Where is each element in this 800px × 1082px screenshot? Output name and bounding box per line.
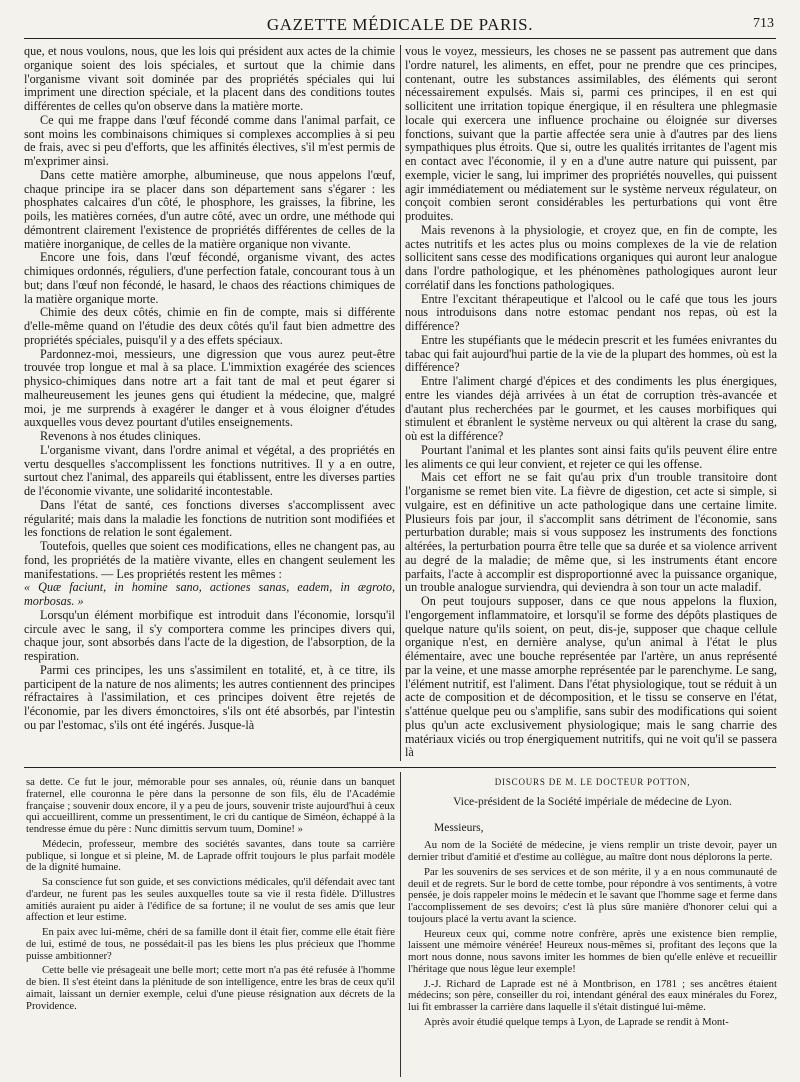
speech-subtitle: Vice-président de la Société impériale de médecine de Lyon. <box>453 795 732 808</box>
paragraph: Cette belle vie présageait une belle mort; cette mort n'a pas été refusée à l'homme de bien. Il s'est éteint dans la plénitude de son intelligence, entre les bras de ceux qu'il aimait, laissant un dernier exemple, celui d'une pieuse résignation aux décrets de la Providence. <box>26 964 395 1012</box>
section-divider <box>24 767 776 768</box>
paragraph: que, et nous voulons, nous, que les lois qui président aux actes de la chimie organique soient des lois spéciales, et surtout que la chimie dans l'organisme vivant soit dominée par des propriétés spéciales qui lui impriment une direction spéciale, et la placent dans des conditions toutes différentes de celles qu'on observe dans la matière morte. <box>24 45 395 113</box>
paragraph: Mais cet effort ne se fait qu'au prix d'un trouble transitoire dont l'organisme se remet bien vite. La fièvre de digestion, cet acte si simple, si vulgaire, est en définitive un acte pathologique dans une certaine limite. Plusieurs fois par jour, il s'accomplit sans détriment de l'économie, sans perturbation durable; mais si vous supposez les instruments des fonctions altérées, la perturbation pourra être telle que sa durée et sa violence arrivent au degré de la maladie; de même que, si les instruments étant encore parfaits, l'acte à accomplir est disproportionné avec la puissance organique, un trouble analogue surviendra, qui deviendra à son tour un acte maladif. <box>405 470 777 595</box>
paragraph: Mais revenons à la physiologie, et croyez que, en fin de compte, les actes nutritifs et les actes plus ou moins complexes de la vie de relation sollicitent sans cesse des modifications organiques qui auront leur analogue dans l'ordre pathologique, et les phénomènes pathologiques auront leur corrélatif dans les fonctions pathologiques. <box>405 222 777 292</box>
paragraph: sa dette. Ce fut le jour, mémorable pour ses annales, où, réunie dans un banquet fraternel, elle couronna le père dans la personne de son fils, élu de l'Académie française ; souvenir doux encore, il y a peu de jours, souvenir triste aujourd'hui à ceux qui accueillirent, comme un pressentiment, le cri du cantique de Siméon, échappé à la tendresse émue du père : Nunc dimittis servum tuum, Domine! » <box>26 777 395 835</box>
paragraph: On peut toujours supposer, dans ce que nous appelons la fluxion, l'engorgement inflammatoire, et lorsqu'il se forme des dépôts plastiques de quelque nature qu'ils soient, on peut, dis-je, supposer que chaque cellule organique n'est, en dernière analyse, qu'un animal à l'état le plus élémentaire, avec une bouche représentée par l'artère, un anus représenté par la veine, et une masse amorphe représentée par le parenchyme. Le sang, l'élément nutritif, est l'aliment. Dans l'état physiologique, tout se réduit à un acte de composition et de décomposition, et le tissu se conserve en l'état, s'atténue quelque peu ou s'amplifie, sans subir des modifications qui soient plus qu'un acte exclusivement physiologique; mais le sang charrie des matériaux viciés ou trop énergiquement nutritifs, qui ne voit qu'il se passera là <box>405 594 777 760</box>
paragraph: Encore une fois, dans l'œuf fécondé, organisme vivant, des actes chimiques ordonnés, réguliers, d'une perfection fatale, concourant tous à un but; dans l'œuf non fécondé, le hasard, le chaos des réactions chimiques de la matière organique morte. <box>24 250 395 306</box>
paragraph: Ce qui me frappe dans l'œuf fécondé comme dans l'animal parfait, ce sont moins les combinaisons chimiques si complexes accomplies à si peu de frais, avec si peu d'efforts, que les affinités électives, s'il m'est permis de m'exprimer ainsi. <box>24 112 395 168</box>
paragraph: Au nom de la Société de médecine, je viens remplir un triste devoir, payer un dernier tribut d'amitié et d'estime au collègue, au maître dont nous déplorons la perte. <box>408 839 777 863</box>
paragraph: Médecin, professeur, membre des sociétés savantes, dans toute sa carrière publique, si longue et si pleine, M. de Laprade offrit toujours le plus parfait modèle de la dignité humaine. <box>26 837 395 874</box>
top-right-column <box>405 45 777 763</box>
paragraph: Entre l'excitant thérapeutique et l'alcool ou le café que tous les jours nous introduisons dans notre estomac pendant nos repas, où est la différence? <box>405 291 777 333</box>
paragraph: Sa conscience fut son guide, et ses convictions médicales, qu'il défendait avec tant d'ardeur, ne furent pas les seules auxquelles toute sa vie il resta fidèle. D'illustres amitiés auraient pu aider à l'édifice de sa fortune; il ne voulut de ses amis que leur affection et leur estime. <box>26 876 395 924</box>
paragraph: Toutefois, quelles que soient ces modifications, elles ne changent pas, au fond, les propriétés de la matière vivante, elles en changent seulement les manifestations. — Les propriétés restent les mêmes : <box>24 539 395 581</box>
paragraph: Dans cette matière amorphe, albumineuse, que nous appelons l'œuf, chaque principe ira se placer dans son département sans s'égarer : les phosphates calcaires d'un côté, le phosphore, les graisses, la fibrine, les poils, les matières cornées, d'un autre côté, avec un ordre, une méthode qui démontrent clairement l'existence de propriétés différentes de celles de la matière inorganique, de celles de la matière organique non vivante. <box>24 167 395 251</box>
journal-title: GAZETTE MÉDICALE DE PARIS. <box>266 15 534 34</box>
paragraph: Après avoir étudié quelque temps à Lyon, de Laprade se rendit à Mont- <box>424 1015 729 1028</box>
paragraph: Entre les stupéfiants que le médecin prescrit et les fumées enivrantes du tabac qui fait aujourd'hui partie de la vie de la plupart des hommes, où est la différence? <box>405 332 777 375</box>
paragraph: Chimie des deux côtés, chimie en fin de compte, mais si différente d'elle-même quand on l'étudie des deux côtés qu'il faut bien admettre des propriétés spéciales, puisqu'il y a des effets spéciaux. <box>24 305 395 347</box>
column-divider <box>400 772 401 1077</box>
page-number: 713 <box>753 16 774 31</box>
column-divider <box>400 45 401 761</box>
paragraph: Heureux ceux qui, comme notre confrère, après une existence bien remplie, laissent une mémoire vénérée! Heureux nous-mêmes si, profitant des leçons que la mort nous donne, nous savons imiter les hommes de bien qu'elle enlève et recueillir l'héritage que nous lègue leur exemple! <box>408 927 777 975</box>
paragraph: Dans l'état de santé, ces fonctions diverses s'accomplissent avec régularité; mais dans la maladie les fonctions de nutrition sont modifiées et les fonctions de relation le sont également. <box>24 497 395 540</box>
paragraph: Pourtant l'animal et les plantes sont ainsi faits qu'ils peuvent élire entre les aliments ce qui leur convient, et rejeter ce qui les offense. <box>405 442 777 471</box>
paragraph: En paix avec lui-même, chéri de sa famille dont il était fier, comme elle était fière de lui, estimé de tous, ne possédait-il pas les biens les plus précieux que l'homme puisse ambitionner? <box>26 926 395 962</box>
paragraph: Revenons à nos études cliniques. <box>40 429 201 443</box>
top-left-column <box>24 45 395 763</box>
page-header <box>24 8 776 39</box>
paragraph: Pardonnez-moi, messieurs, une digression que vous aurez peut-être trouvée trop longue et mal à sa place. L'immixtion exagérée des sciences physico-chimiques dans notre art a fait tant de mal et peut égarer si malheureusement les jeunes gens qui étudient la médecine, que, malgré moi, je me surprends à exagérer le danger et à vous éloigner d'études auxquelles vous devez pourtant d'utiles enseignements. <box>24 346 395 430</box>
bottom-left-column <box>26 777 395 1080</box>
bottom-right-column <box>408 777 777 1080</box>
salutation: Messieurs, <box>434 821 484 834</box>
speech-title: DISCOURS DE M. LE DOCTEUR POTTON, <box>494 777 691 787</box>
paragraph: vous le voyez, messieurs, les choses ne se passent pas autrement que dans l'ordre naturel, les aliments, en effet, pour ne prendre que ces principes, contenant, outre les substances assimilables, des éléments qui seront nécessairement expulsés. Mais si, parmi ces principes, il en est qui sollicitent une irritation topique énergique, il en résultera une phlegmasie locale qui exercera une influence prochaine ou éloignée sur diverses fonctions, suivant que la partie affectée sera unie à d'autres par des liens sympathiques plus étroits. Que si, outre les qualités irritantes de l'agent mis en contact avec l'économie, il y en a d'une autre nature qui puissent, par exemple, vicier le sang, lui imprimer des propriétés nouvelles, qui puissent agir immédiatement ou médiatement sur le système nerveux régulateur, on conçoit combien seront considérables les perturbations qui vont être produites. <box>405 45 777 223</box>
paragraph: Par les souvenirs de ses services et de son mérite, il y a en nous communauté de deuil et de regrets. Sur le bord de cette tombe, pour répondre à vos sentiments, à votre pensée, je dois rappeler moins le médecin et le savant que l'homme sage et ferme dans l'accomplissement de ses devoirs; c'est là plus sûre manière d'honorer celui qui a toujours placé la vertu avant la science. <box>408 865 777 925</box>
latin-quote: « Quæ faciunt, in homine sano, actiones sanas, eadem, in ægroto, morbosas. » <box>24 580 395 608</box>
paragraph: Entre l'aliment chargé d'épices et des condiments les plus énergiques, entre les viandes déjà arrivées à un état de corruption très-avancée et d'autant plus recherchées par le gourmet, et les causes morbifiques qui stimulent et ébranlent le système nerveux ou qui altèrent la crase du sang, où est la différence? <box>405 374 777 443</box>
paragraph: Parmi ces principes, les uns s'assimilent en totalité, et, à ce titre, ils participent de la nature de nos aliments; les autres contiennent des principes réfractaires à l'assimilation, et ces principes doivent être rejetés de l'économie, par les divers émonctoires, s'ils ont été absorbés, par l'intestin ou par l'estomac, s'ils ont été ingérés. Jusque-là <box>24 662 395 732</box>
paragraph: J.-J. Richard de Laprade est né à Montbrison, en 1781 ; ses ancêtres étaient médecins; son père, conseiller du roi, intendant général des eaux minérales du Forez, lui fit embrasser la carrière dans laquelle il s'était distingué lui-même. <box>408 977 777 1013</box>
paragraph: L'organisme vivant, dans l'ordre animal et végétal, a des propriétés en vertu desquelles s'accomplissent les fonctions nutritives. Il y a en outre, surtout chez l'animal, des appareils qui établissent, entre les diverses parties de l'économie vivante, une solidarité incontestable. <box>24 442 395 498</box>
paragraph: Lorsqu'un élément morbifique est introduit dans l'économie, lorsqu'il circule avec le sang, il s'y comportera comme les principes divers qui, chaque jour, sont absorbés dans l'acte de la digestion, de l'absorption, de la respiration. <box>24 607 395 663</box>
